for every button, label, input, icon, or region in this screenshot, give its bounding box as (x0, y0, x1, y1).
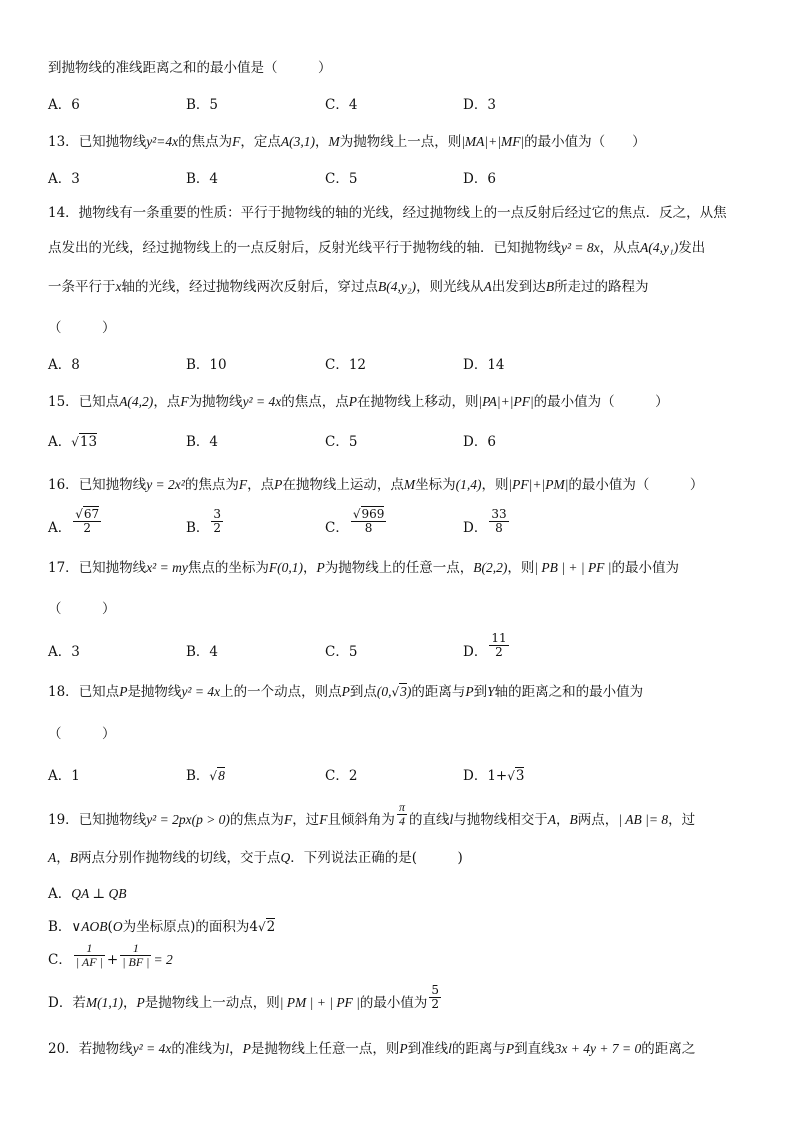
q14-option-d: D．14 (463, 357, 505, 373)
question-16: 16．已知抛物线y = 2x²的焦点为F，点P在抛物线上运动，点M坐标为(1,4)，则|PF|+|PM|的最小值为（ ） (48, 477, 704, 493)
q19-option-a: A．QA ⊥ QB (48, 886, 127, 902)
q14-options (48, 355, 768, 381)
question-15: 15．已知点A(4,2)，点F为抛物线y² = 4x的焦点，点P在抛物线上移动，则|PA|+|PF|的最小值为（ ） (48, 394, 669, 410)
q15-option-c: C．5 (325, 434, 358, 450)
q14-option-a: A．8 (48, 357, 80, 373)
q16-option-a: A． $\frac{√67}{2}$ (48, 507, 100, 536)
q12-option-b: B．5 (186, 97, 219, 113)
q19-option-c: C． $\frac{1}{| AF |}$ + $\frac{1}{| BF |}$ = 2 (48, 941, 173, 969)
q17-options (48, 631, 768, 674)
q16-option-b: B． $\frac{3}{2}$ (186, 507, 222, 536)
q18-option-d: D．1+√3 (463, 768, 525, 784)
q12-options (48, 95, 768, 121)
question-13: 13．已知抛物线y²=4x的焦点为F，定点A(3,1)，M为抛物线上一点，则|MA|+|MF|的最小值为（ ） (48, 134, 646, 150)
q17-option-b: B．4 (186, 644, 219, 660)
q17-option-d: D． $\frac{11}{2}$ (463, 631, 507, 660)
q18-options (48, 766, 768, 792)
question-14-line-1: 14．抛物线有一条重要的性质：平行于抛物线的轴的光线，经过抛物线上的一点反射后经过它的焦点．反之，从焦 (48, 205, 727, 221)
q19-option-d: D．若M(1,1)，P是抛物线上一动点，则| PM | + | PF |的最小值为 $\frac{5}{2}$ (48, 983, 440, 1011)
q13-options (48, 169, 768, 195)
question-14-blank: （ ） (48, 320, 116, 336)
question-18-blank: （ ） (48, 726, 116, 742)
question-17-blank: （ ） (48, 601, 116, 617)
q12-tail-text: 到抛物线的准线距离之和的最小值是（ ） (48, 60, 332, 76)
question-19-line-2: A，B两点分别作抛物线的切线，交于点Q．下列说法正确的是( ) (48, 850, 463, 866)
q16-option-c: C． $\frac{√969}{8}$ (325, 507, 385, 536)
q13-option-a: A．3 (48, 171, 80, 187)
q12-option-a: A．6 (48, 97, 80, 113)
q13-option-b: B．4 (186, 171, 219, 187)
q19-option-b: B．∨AOB(O为坐标原点)的面积为4√2 (48, 919, 276, 935)
q16-option-d: D． $\frac{33}{8}$ (463, 507, 507, 536)
q15-option-a: A．√13 (48, 434, 98, 450)
q18-option-c: C．2 (325, 768, 358, 784)
q13-option-c: C．5 (325, 171, 358, 187)
q18-option-b: B．√8 (186, 768, 225, 784)
q15-option-d: D．6 (463, 434, 496, 450)
q13-option-d: D．6 (463, 171, 496, 187)
question-17: 17．已知抛物线x² = my焦点的坐标为F(0,1)，P为抛物线上的任意一点，B(2,2)，则| PB | + | PF |的最小值为 (48, 560, 680, 576)
q12-option-d: D．3 (463, 97, 496, 113)
question-20: 20．若抛物线y² = 4x的准线为l，P是抛物线上任意一点，则P到准线l的距离与P到直线3x + 4y + 7 = 0的距离之 (48, 1041, 696, 1057)
question-18: 18．已知点P是抛物线y² = 4x上的一个动点，则点P到点(0,√3)的距离与P到Y轴的距离之和的最小值为 (48, 684, 644, 700)
q12-option-c: C．4 (325, 97, 358, 113)
question-14-line-2: 点发出的光线，经过抛物线上的一点反射后，反射光线平行于抛物线的轴．已知抛物线y² = 8x，从点A(4,y₁)发出 (48, 240, 706, 256)
q16-options (48, 507, 768, 550)
question-19-line-1: 19．已知抛物线y² = 2px(p > 0)的焦点为F，过F且倾斜角为 $\frac{\pi}{4}$ 的直线l与抛物线相交于A，B两点，| AB |= 8，过 (48, 800, 696, 828)
q14-option-c: C．12 (325, 357, 367, 373)
q14-option-b: B．10 (186, 357, 227, 373)
q18-option-a: A．1 (48, 768, 80, 784)
q17-option-a: A．3 (48, 644, 80, 660)
q17-option-c: C．5 (325, 644, 358, 660)
question-14-line-3: 一条平行于x轴的光线，经过抛物线两次反射后，穿过点B(4,y₂)，则光线从A出发到达B所走过的路程为 (48, 279, 649, 295)
q15-options (48, 432, 768, 458)
q15-option-b: B．4 (186, 434, 219, 450)
